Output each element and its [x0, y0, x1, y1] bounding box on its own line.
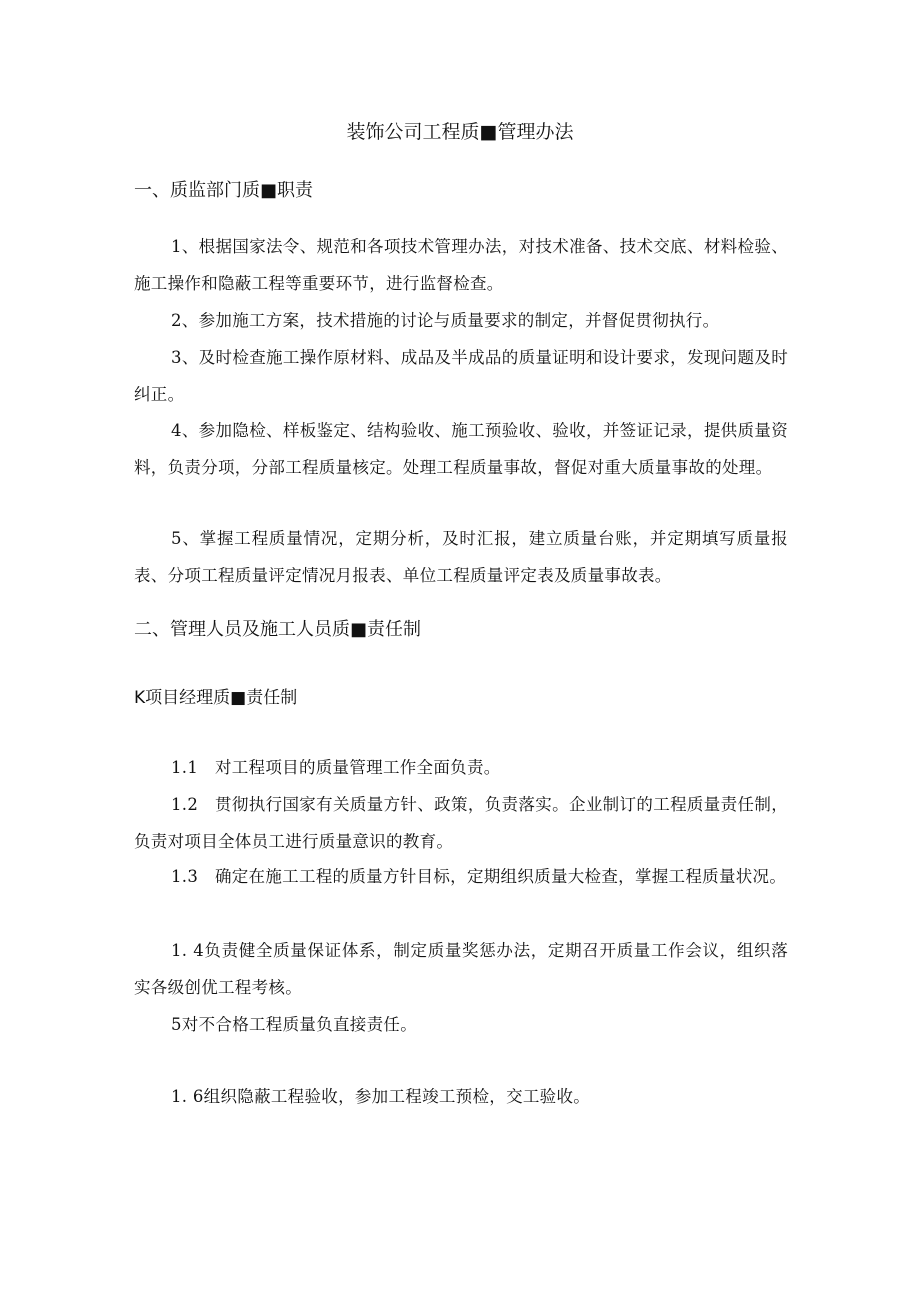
- section-2-heading: 二、管理人员及施工人员质■责任制: [134, 619, 422, 640]
- section-1-heading: 一、质监部门质■职责: [134, 180, 314, 201]
- section-1-item-2: 2、参加施工方案，技术措施的讨论与质量要求的制定，并督促贯彻执行。: [171, 311, 720, 330]
- section-2-item-2: 1.2 贯彻执行国家有关质量方针、政策，负责落实。企业制订的工程质量责任制，负责对项目全体员工进行质量意识的教育。: [134, 795, 788, 851]
- section-2-subheading: K项目经理质■责任制: [134, 688, 298, 708]
- section-1-item-3: 3、及时检查施工操作原材料、成品及半成品的质量证明和设计要求，发现问题及时纠正。: [134, 348, 788, 404]
- section-2-item-5: 5对不合格工程质量负直接责任。: [171, 1015, 417, 1034]
- section-1-item-1: 1、根据国家法令、规范和各项技术管理办法，对技术准备、技术交底、材料检验、施工操作和隐蔽工程等重要环节，进行监督检查。: [134, 237, 788, 293]
- section-1-item-5: 5、掌握工程质量情况，定期分析，及时汇报，建立质量台账，并定期填写质量报表、分项工程质量评定情况月报表、单位工程质量评定表及质量事故表。: [134, 529, 788, 585]
- section-2-item-6: 1. 6组织隐蔽工程验收，参加工程竣工预检，交工验收。: [171, 1087, 591, 1106]
- section-1-item-4: 4、参加隐检、样板鉴定、结构验收、施工预验收、验收，并签证记录，提供质量资料，负责分项，分部工程质量核定。处理工程质量事故，督促对重大质量事故的处理。: [134, 421, 788, 477]
- document-title: 装饰公司工程质■管理办法: [346, 121, 574, 143]
- section-2-item-1: 1.1 对工程项目的质量管理工作全面负责。: [171, 758, 501, 777]
- section-2-item-3: 1.3 确定在施工工程的质量方针目标，定期组织质量大检查，掌握工程质量状况。: [171, 867, 787, 886]
- section-2-item-4: 1. 4负责健全质量保证体系，制定质量奖惩办法，定期召开质量工作会议，组织落实各级创优工程考核。: [134, 941, 788, 997]
